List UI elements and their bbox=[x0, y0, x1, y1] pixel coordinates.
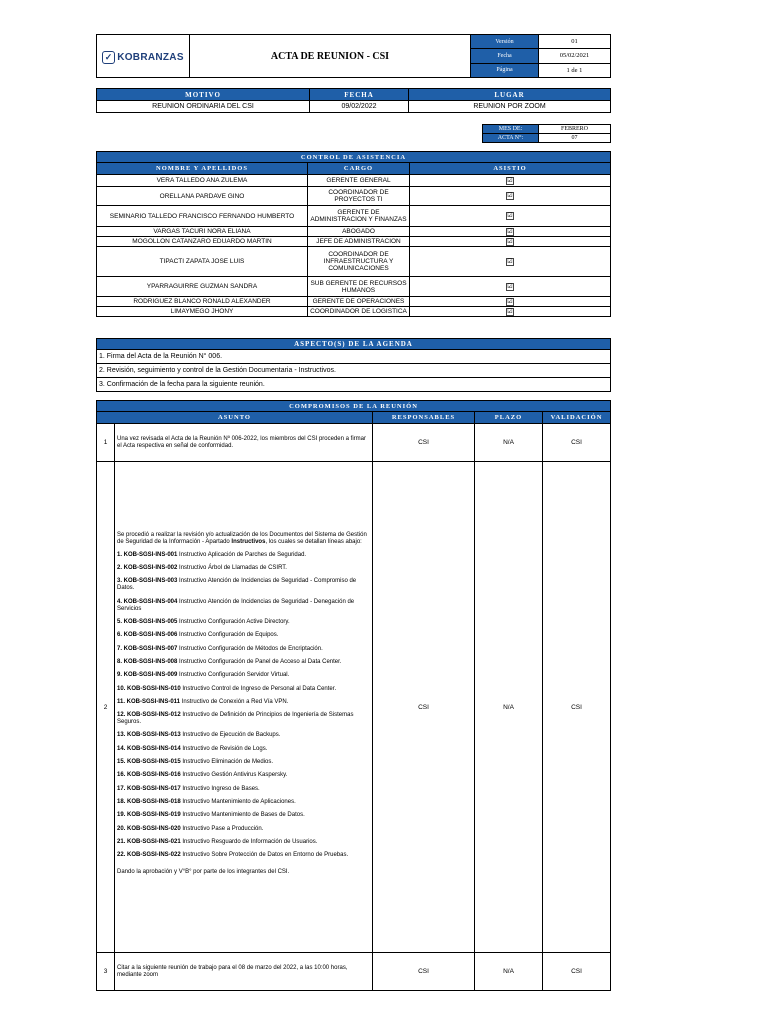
table-row bbox=[97, 206, 611, 227]
list-item bbox=[117, 799, 370, 806]
mes-label: MES DE: bbox=[483, 125, 539, 134]
col-asistio: ASISTIO bbox=[410, 163, 611, 175]
table-row bbox=[97, 175, 611, 187]
table-row bbox=[97, 297, 611, 307]
plazo-value: N/A bbox=[475, 424, 543, 462]
list-item bbox=[117, 672, 370, 679]
fecha-value: 09/02/2022 bbox=[310, 101, 409, 113]
agenda-table bbox=[96, 338, 611, 392]
asunto-text: Una vez revisada el Acta de la Reunión Nº 006-2022, los miembros del CSI proceden a firmar el Acta respectiva en señal de conformidad. bbox=[115, 424, 373, 462]
page-label: Página bbox=[471, 63, 539, 77]
attendee-name: YPARRAGUIRRE GUZMAN SANDRA bbox=[97, 277, 308, 297]
commitments-title: COMPROMISOS DE LA REUNIÓN bbox=[97, 401, 611, 412]
instructivo-title: Instructivo Mantenimiento de Bases de Datos. bbox=[180, 812, 305, 819]
list-item bbox=[117, 699, 370, 706]
instructivo-code: 8. KOB-SGSI-INS-008 bbox=[117, 658, 178, 665]
instructivo-code: 19. KOB-SGSI-INS-019 bbox=[117, 812, 181, 819]
instructivo-code: 3. KOB-SGSI-INS-003 bbox=[117, 578, 178, 585]
instructivo-title: Instructivo Atención de Incidencias de Seguridad - Compromiso de Datos. bbox=[117, 578, 357, 592]
validacion-value: CSI bbox=[543, 424, 611, 462]
instructivo-code: 15. KOB-SGSI-INS-015 bbox=[117, 759, 181, 766]
list-item bbox=[117, 632, 370, 639]
attendee-role: GERENTE DE OPERACIONES bbox=[308, 297, 410, 307]
validacion-value: CSI bbox=[543, 953, 611, 991]
instructivo-code: 22. KOB-SGSI-INS-022 bbox=[117, 852, 181, 859]
attendee-name: MOGOLLON CATANZARO EDUARDO MARTIN bbox=[97, 237, 308, 247]
attendee-name: VARGAS TACURI NORA ELIANA bbox=[97, 227, 308, 237]
list-item bbox=[117, 686, 370, 693]
attendee-name: VERA TALLEDO ANA ZULEMA bbox=[97, 175, 308, 187]
instructivo-title: Instructivo Eliminación de Medios. bbox=[180, 759, 274, 766]
attendee-role: COORDINADOR DE INFRAESTRUCTURA Y COMUNICACIONES bbox=[308, 247, 410, 277]
list-item bbox=[117, 599, 370, 613]
attendee-role: COORDINADOR DE PROYECTOS TI bbox=[308, 187, 410, 206]
list-item bbox=[117, 746, 370, 753]
acta-value: 07 bbox=[539, 134, 611, 143]
list-item bbox=[117, 759, 370, 766]
table-row bbox=[97, 953, 611, 991]
acta-label: ACTA N°: bbox=[483, 134, 539, 143]
list-item bbox=[117, 552, 370, 559]
list-item bbox=[117, 619, 370, 626]
responsables-value: CSI bbox=[373, 462, 475, 953]
checkbox-checked-icon: ☑ bbox=[507, 238, 513, 245]
meeting-info-table bbox=[96, 88, 611, 113]
attendance-title: CONTROL DE ASISTENCIA bbox=[97, 152, 611, 163]
date-value: 05/02/2021 bbox=[539, 49, 611, 63]
instructivo-title: Instructivo de Ejecución de Backups. bbox=[180, 732, 281, 739]
attendee-name: LIMAYMEGO JHONY bbox=[97, 307, 308, 317]
version-value: 01 bbox=[539, 35, 611, 49]
version-label: Versión bbox=[471, 35, 539, 49]
instructivo-code: 17. KOB-SGSI-INS-017 bbox=[117, 785, 181, 792]
instructivo-code: 2. KOB-SGSI-INS-002 bbox=[117, 565, 178, 572]
instructivos-list bbox=[117, 552, 370, 859]
instructivo-code: 12. KOB-SGSI-INS-012 bbox=[117, 712, 181, 719]
lugar-header: LUGAR bbox=[409, 89, 611, 101]
checkbox-checked-icon: ☑ bbox=[507, 213, 513, 219]
attendee-role: ABOGADO bbox=[308, 227, 410, 237]
instructivo-code: 5. KOB-SGSI-INS-005 bbox=[117, 619, 178, 626]
instructivo-title: Instructivo de Revisión de Logs. bbox=[180, 745, 268, 752]
instructivo-title: Instructivo Mantenimiento de Aplicaciones. bbox=[180, 798, 296, 805]
col-nombre: NOMBRE Y APELLIDOS bbox=[97, 163, 308, 175]
page-value: 1 de 1 bbox=[539, 63, 611, 77]
col-cargo: CARGO bbox=[308, 163, 410, 175]
plazo-value: N/A bbox=[475, 462, 543, 953]
instructivo-title: Instructivo Aplicación de Parches de Seguridad. bbox=[177, 551, 307, 558]
attendee-name: ORELLANA PARDAVE GINO bbox=[97, 187, 308, 206]
agenda-item: 1. Firma del Acta de la Reunión N° 006. bbox=[97, 350, 611, 364]
month-table bbox=[482, 124, 611, 143]
asunto-text: Citar a la siguiente reunión de trabajo para el 08 de marzo del 2022, a las 10:00 horas, mediante zoom bbox=[115, 953, 373, 991]
instructivo-title: Instructivo de Conexión a Red Vía VPN. bbox=[180, 698, 289, 705]
instructivo-title: Instructivo Configuración de Panel de Acceso al Data Center. bbox=[177, 658, 342, 665]
row-number: 1 bbox=[97, 424, 115, 462]
commitments-table bbox=[96, 400, 611, 991]
agenda-item: 3. Confirmación de la fecha para la siguiente reunión. bbox=[97, 378, 611, 392]
motivo-header: MOTIVO bbox=[97, 89, 310, 101]
instructivo-title: Instructivo Atención de Incidencias de Seguridad - Denegación de Servicios bbox=[117, 598, 355, 612]
checkbox-checked-icon: ☑ bbox=[507, 258, 513, 265]
checkbox-checked-icon: ☑ bbox=[507, 308, 513, 315]
motivo-value: REUNION ORDINARIA DEL CSI bbox=[97, 101, 310, 113]
col-asunto: ASUNTO bbox=[97, 412, 373, 424]
instructivo-title: Instructivo Resguardo de Información de Usuarios. bbox=[180, 838, 318, 845]
instructivo-code: 21. KOB-SGSI-INS-021 bbox=[117, 838, 181, 845]
date-label: Fecha bbox=[471, 49, 539, 63]
col-plazo: PLAZO bbox=[475, 412, 543, 424]
col-responsables: RESPONSABLES bbox=[373, 412, 475, 424]
asunto-text bbox=[115, 462, 373, 953]
instructivo-title: Instructivo de Definición de Principios de Ingeniería de Sistemas Seguros. bbox=[117, 712, 354, 726]
checkbox-checked-icon: ☑ bbox=[507, 193, 513, 199]
list-item bbox=[117, 578, 370, 592]
attendee-role: SUB GERENTE DE RECURSOS HUMANOS bbox=[308, 277, 410, 297]
attendance-table bbox=[96, 151, 611, 317]
instructivo-title: Instructivo Configuración Servidor Virtual. bbox=[177, 672, 290, 679]
agenda-item: 2. Revisión, seguimiento y control de la Gestión Documentaria - Instructivos. bbox=[97, 364, 611, 378]
agenda-title: ASPECTO(S) DE LA AGENDA bbox=[97, 339, 611, 350]
list-item bbox=[117, 712, 370, 726]
instructivo-code: 10. KOB-SGSI-INS-010 bbox=[117, 685, 181, 692]
row-number: 2 bbox=[97, 462, 115, 953]
table-row bbox=[97, 237, 611, 247]
list-item bbox=[117, 565, 370, 572]
table-row bbox=[97, 277, 611, 297]
plazo-value: N/A bbox=[475, 953, 543, 991]
validacion-value: CSI bbox=[543, 462, 611, 953]
instructivo-code: 11. KOB-SGSI-INS-011 bbox=[117, 698, 181, 705]
asunto-intro: Se procedió a realizar la revisión y/o actualización de los Documentos del Sistema de Gestión de Seguridad de la Información - Apartado Instructivos, los cuales se detallan líneas abajo: bbox=[117, 531, 367, 545]
fecha-header: FECHA bbox=[310, 89, 409, 101]
instructivo-code: 14. KOB-SGSI-INS-014 bbox=[117, 745, 181, 752]
instructivo-code: 7. KOB-SGSI-INS-007 bbox=[117, 645, 178, 652]
instructivo-code: 20. KOB-SGSI-INS-020 bbox=[117, 825, 181, 832]
attendee-name: SEMINARIO TALLEDO FRANCISCO FERNANDO HUMBERTO bbox=[97, 206, 308, 227]
responsables-value: CSI bbox=[373, 424, 475, 462]
instructivo-code: 16. KOB-SGSI-INS-016 bbox=[117, 772, 181, 779]
instructivo-title: Instructivo Configuración de Equipos. bbox=[177, 632, 279, 639]
instructivo-title: Instructivo Árbol de Llamadas de CSIRT. bbox=[177, 565, 287, 572]
instructivo-code: 9. KOB-SGSI-INS-009 bbox=[117, 672, 178, 679]
attendee-name: RODRIGUEZ BLANCO RONALD ALEXANDER bbox=[97, 297, 308, 307]
list-item bbox=[117, 772, 370, 779]
table-row bbox=[97, 247, 611, 277]
instructivo-code: 18. KOB-SGSI-INS-018 bbox=[117, 798, 181, 805]
checkbox-checked-icon: ☑ bbox=[507, 228, 513, 235]
instructivo-code: 4. KOB-SGSI-INS-004 bbox=[117, 598, 178, 605]
asunto-closing: Dando la aprobación y V°B° por parte de los integrantes del CSI. bbox=[117, 869, 290, 876]
checkbox-checked-icon: ☑ bbox=[507, 298, 513, 305]
col-validacion: VALIDACIÓN bbox=[543, 412, 611, 424]
instructivo-title: Instructivo Ingreso de Bases. bbox=[180, 785, 260, 792]
instructivo-title: Instructivo Configuración de Métodos de Encriptación. bbox=[177, 645, 323, 652]
checkbox-checked-icon: ☑ bbox=[507, 177, 513, 184]
table-row bbox=[97, 462, 611, 953]
row-number: 3 bbox=[97, 953, 115, 991]
responsables-value: CSI bbox=[373, 953, 475, 991]
attendee-role: GERENTE GENERAL bbox=[308, 175, 410, 187]
list-item bbox=[117, 732, 370, 739]
list-item bbox=[117, 826, 370, 833]
instructivo-title: Instructivo Configuración Active Directory. bbox=[177, 619, 290, 626]
check-logo-icon: ✓ bbox=[102, 51, 115, 64]
list-item bbox=[117, 852, 370, 859]
instructivo-code: 13. KOB-SGSI-INS-013 bbox=[117, 732, 181, 739]
attendee-role: GERENTE DE ADMINISTRACION Y FINANZAS bbox=[308, 206, 410, 227]
list-item bbox=[117, 839, 370, 846]
list-item bbox=[117, 659, 370, 666]
lugar-value: REUNION POR ZOOM bbox=[409, 101, 611, 113]
document-title: ACTA DE REUNION - CSI bbox=[190, 35, 471, 78]
attendee-role: COORDINADOR DE LOGISTICA bbox=[308, 307, 410, 317]
instructivo-title: Instructivo Sobre Protección de Datos en Entorno de Pruebas. bbox=[180, 852, 349, 859]
instructivo-code: 1. KOB-SGSI-INS-001 bbox=[117, 551, 178, 558]
instructivo-title: Instructivo Pase a Producción. bbox=[180, 825, 264, 832]
attendee-name: TIPACTI ZAPATA JOSE LUIS bbox=[97, 247, 308, 277]
mes-value: FEBRERO bbox=[539, 125, 611, 134]
table-row bbox=[97, 187, 611, 206]
instructivo-title: Instructivo Control de Ingreso de Personal al Data Center. bbox=[180, 685, 337, 692]
table-row bbox=[97, 424, 611, 462]
instructivo-title: Instructivo Gestión Antivirus Kaspersky. bbox=[180, 772, 288, 779]
table-row bbox=[97, 307, 611, 317]
document-header bbox=[96, 34, 611, 78]
list-item bbox=[117, 646, 370, 653]
list-item bbox=[117, 786, 370, 793]
table-row bbox=[97, 227, 611, 237]
checkbox-checked-icon: ☑ bbox=[507, 283, 513, 290]
attendee-role: JEFE DE ADMINISTRACION bbox=[308, 237, 410, 247]
logo-cell bbox=[97, 35, 190, 78]
company-logo: ✓ KOBRANZAS bbox=[102, 52, 184, 63]
list-item bbox=[117, 812, 370, 819]
instructivo-code: 6. KOB-SGSI-INS-006 bbox=[117, 632, 178, 639]
